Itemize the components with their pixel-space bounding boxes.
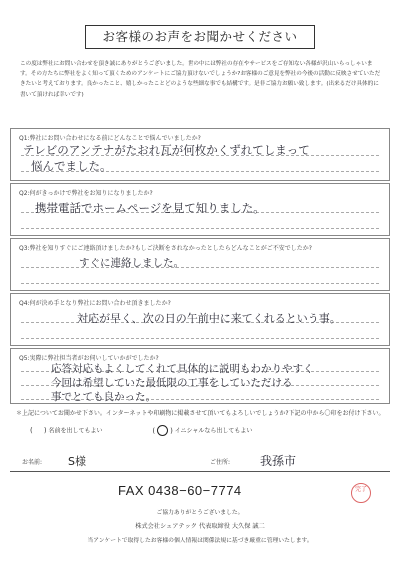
question-box-5 <box>10 348 390 404</box>
question-box-3 <box>10 238 390 291</box>
privacy-note: 当アンケートで取得したお客様の個人情報は関係法規に基づき厳重に管理いたします。 <box>87 538 313 544</box>
thanks-text: ご協力ありがとうございました。 <box>156 510 244 516</box>
question-box-2 <box>10 183 390 236</box>
question-2: Q2:何がきっかけで弊社をお知りになりましたか? <box>19 190 153 197</box>
answer-5-line-3: 事でとても良かった。 <box>51 391 156 403</box>
question-box-4 <box>10 293 390 346</box>
answer-2-line-1: 携帯電話でホームページを見て知りました。 <box>35 201 265 215</box>
answer-4-line-1: 対応が早く、次の日の午前中に来てくれるという事。 <box>77 312 341 325</box>
name-label: お名前: <box>22 459 43 466</box>
selected-circle-mark <box>157 425 168 436</box>
completion-stamp: 完了 <box>351 483 371 503</box>
option-1-label: 名前を出してもよい <box>48 427 103 435</box>
answer-5-line-2: 今回は希望していた最低限の工事をしていただける <box>51 377 293 389</box>
question-4: Q4:何が決め手となり弊社にお問い合わせ頂きましたか? <box>19 300 171 307</box>
fax-number: FAX 0438−60−7774 <box>118 483 242 498</box>
question-3: Q3:弊社を知りすぐにご連絡頂けましたか?もしご決断をされなかったとしたらどんなことがご不安でしたか? <box>19 245 312 252</box>
name-value: S様 <box>68 455 86 468</box>
page-title: お客様のお声をお聞かせください <box>85 25 315 49</box>
publish-options <box>30 425 252 436</box>
publish-note: ＊上記についてお聞かせ下さい。インターネットや印刷物に掲載させて頂いてもよろしいでしょうか?下記の中から〇印をお付け下さい。 <box>16 410 385 417</box>
option-2-checkbox[interactable]: ( ) <box>152 426 173 435</box>
intro-text: この度は弊社にお問い合わせを頂き誠にありがとうございました。世の中には弊社の存在やサービスをご存知ない各様が沢山いらっしゃいます。その方たちに弊社をよく知って頂くためのアンケートにご協力頂けないでしょうか?お客様のご意見を弊社の今後の活動に反映させていただきたいと考えております。良かったこと、嬉しかったことどのような些細な事でも結構です。是非ご協力お願い致します。(出来るだけ具体的に書いて頂ければ幸いです) <box>20 61 381 98</box>
question-1: Q1:弊社にお問い合わせになる前にどんなことで悩んでいましたか? <box>19 135 201 142</box>
name-address-row <box>10 451 390 472</box>
option-1-paren-open[interactable]: ( ) <box>30 426 47 435</box>
question-5: Q5:実際に弊社担当者がお伺いしていかがでしたか? <box>19 355 159 362</box>
answer-1-line-2: 悩んでました。 <box>31 159 112 173</box>
address-label: ご住所: <box>210 459 231 466</box>
answer-1-line-1: テレビのアンテナがたおれ瓦が何枚かくずれてしまって <box>23 143 310 157</box>
question-box-1 <box>10 128 390 181</box>
address-value: 我孫市 <box>260 454 297 468</box>
option-2-label: イニシャルなら出してもよい <box>174 427 253 435</box>
answer-3-line-1: すぐに連絡しました。 <box>79 257 184 269</box>
answer-5-line-1: 応答対応もよくしてくれて具体的に説明もわかりやすく <box>51 363 314 375</box>
company-name: 株式会社シェアテック 代表取締役 大久保 誠二 <box>135 523 265 530</box>
